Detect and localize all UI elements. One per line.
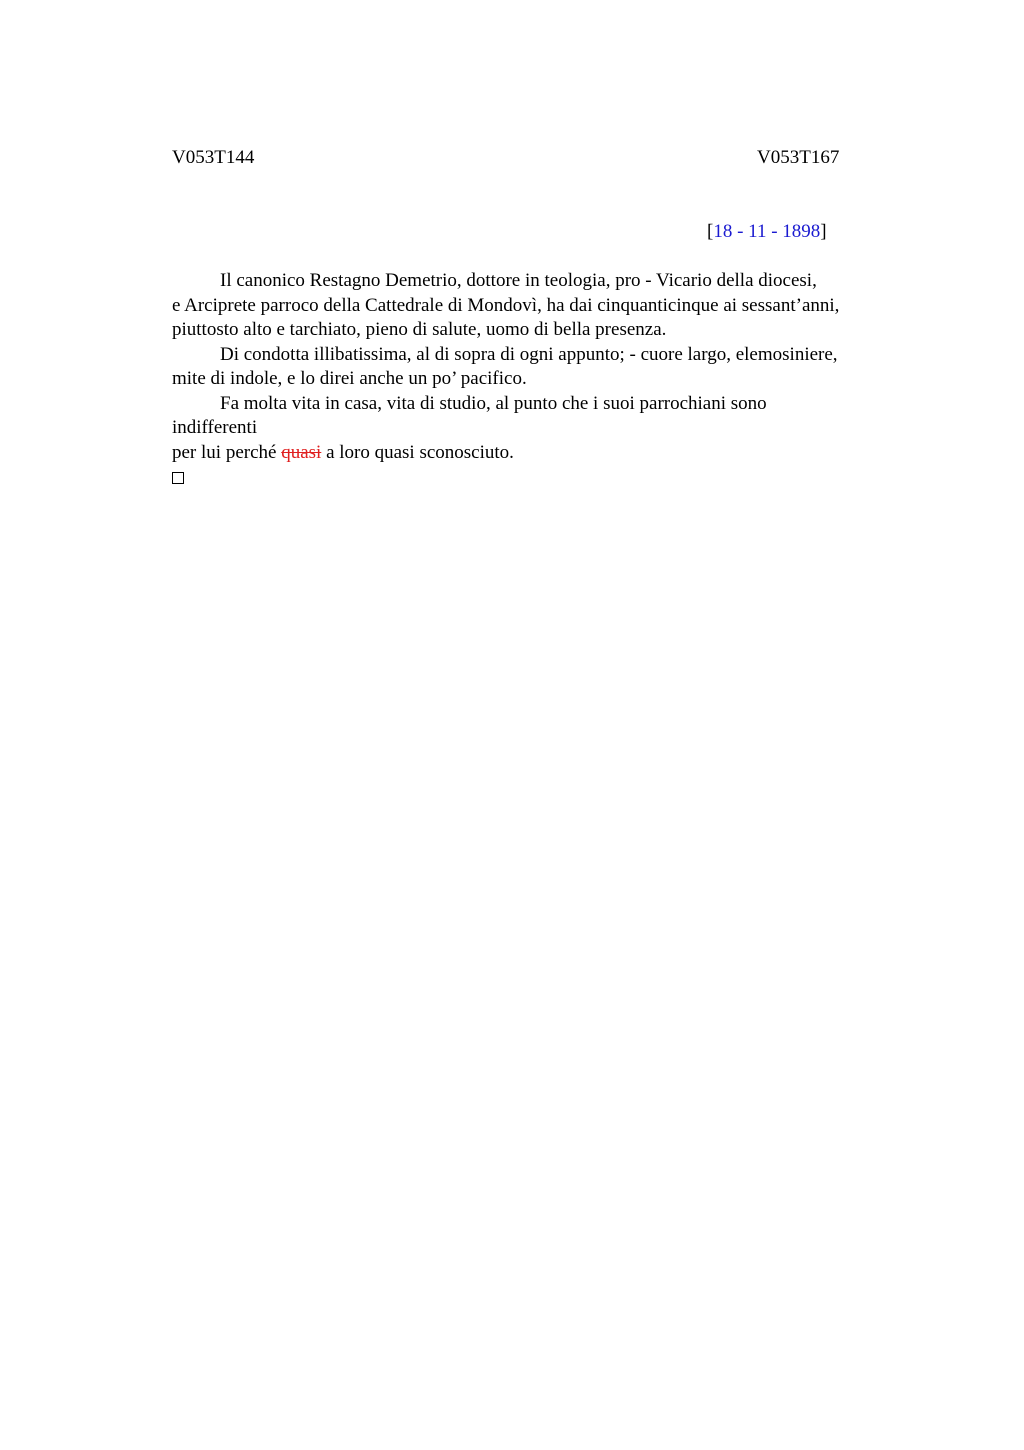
last-line-before: per lui perché <box>172 441 282 463</box>
text-line: Di condotta illibatissima, al di sopra di ogni appunto; - cuore largo, elemosiniere, <box>220 343 838 365</box>
date-value: 18 - 11 - 1898 <box>713 221 821 242</box>
text-line: indifferenti <box>172 417 258 438</box>
last-line-after: a loro quasi sconosciuto. <box>321 441 514 463</box>
end-marker-line <box>172 465 912 490</box>
checkbox-icon <box>172 472 184 484</box>
date-close-bracket: ] <box>820 221 827 242</box>
text-line-last <box>172 441 912 466</box>
text-line: e Arciprete parroco della Cattedrale di Mondovì, ha dai cinquanticinque ai sessant’anni, <box>172 294 840 316</box>
document-code-right: V053T167 <box>757 147 840 168</box>
date-open-bracket: [ <box>707 221 714 242</box>
text-line: Il canonico Restagno Demetrio, dottore in teologia, pro - Vicario della diocesi, <box>220 270 817 291</box>
document-date <box>707 220 827 244</box>
text-line: Fa molta vita in casa, vita di studio, al punto che i suoi parrochiani sono <box>220 392 767 414</box>
text-line: mite di indole, e lo direi anche un po’ pacifico. <box>172 368 527 389</box>
text-line: piuttosto alto e tarchiato, pieno di salute, uomo di bella presenza. <box>172 319 667 340</box>
deleted-word: quasi <box>281 441 322 463</box>
document-code-left: V053T144 <box>172 147 255 168</box>
document-body <box>172 269 912 490</box>
